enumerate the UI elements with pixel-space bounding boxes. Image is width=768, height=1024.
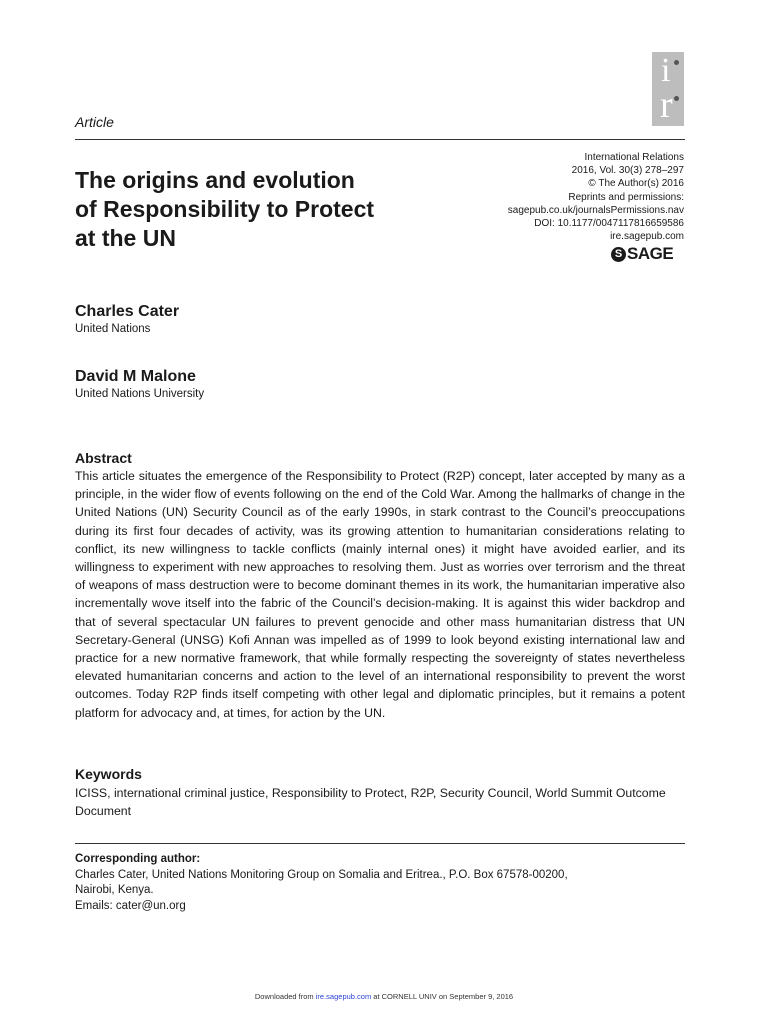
permissions-link[interactable]: sagepub.co.uk/journalsPermissions.nav xyxy=(507,204,684,216)
download-footer xyxy=(0,992,768,1001)
author-name: David M Malone xyxy=(75,368,196,385)
corresponding-author-block xyxy=(75,852,685,914)
abstract-heading: Abstract xyxy=(75,450,132,466)
journal-logo-letter-i: i xyxy=(661,52,671,89)
corresponding-author-email[interactable]: Emails: cater@un.org xyxy=(75,899,186,912)
reprints-label: Reprints and permissions: xyxy=(568,191,684,203)
footnote-divider xyxy=(75,843,685,844)
journal-site-link[interactable]: ire.sagepub.com xyxy=(610,231,684,243)
copyright-notice: © The Author(s) 2016 xyxy=(588,178,684,190)
doi[interactable]: DOI: 10.1177/0047117816659586 xyxy=(534,218,684,230)
journal-logo-dot xyxy=(674,60,679,65)
article-type-label: Article xyxy=(75,114,114,130)
journal-ir-logo xyxy=(652,52,684,126)
paper-title-line: at the UN xyxy=(75,225,176,251)
journal-logo-letter-r: r xyxy=(660,84,673,126)
journal-volume: 2016, Vol. 30(3) 278–297 xyxy=(571,165,684,177)
header-divider xyxy=(75,139,685,140)
sage-logo-text: SAGE xyxy=(627,244,674,263)
corresponding-author-heading: Corresponding author: xyxy=(75,853,201,865)
paper-title-line: of Responsibility to Protect xyxy=(75,196,375,222)
journal-name: International Relations xyxy=(584,152,684,163)
paper-title-line: The origins and evolution xyxy=(75,167,355,193)
keywords-list: ICISS, international criminal justice, Responsibility to Protect, R2P, Security Council, World Summit Outcome Document xyxy=(75,786,666,818)
journal-metadata xyxy=(424,151,684,243)
abstract-body: This article situates the emergence of the Responsibility to Protect (R2P) concept, later accepted by many as a principle, in the wider flow of events following on the end of the Cold War. Among the hallmarks of change in the United Nations (UN) Security Council as of the early 1990s, in stark contrast to the Council’s preoccupations during its first four decades of activity, was its growing attention to humanitarian considerations relating to conflict, its new willingness to tackle conflicts (mainly internal ones) it might have avoided earlier, and its willingness to experiment with new approaches to resolving them. Just as worries over terrorism and the threat of weapons of mass destruction were to become dominant themes in its work, the humanitarian imperative also incrementally wove itself into the fabric of the Council’s decision-making. It is against this wider backdrop and that of several spectacular UN failures to prevent genocide and other mass humanitarian distress that UN Secretary-General (UNSG) Kofi Annan was impelled as of 1999 to look beyond existing international law and practice for a new normative framework, that while formally respecting the sovereignty of states nevertheless elevated humanitarian concerns and action to the level of an international responsibility to prevent the worst outcomes. Today R2P finds itself competing with other legal and diplomatic principles, but it remains a potent platform for advocacy and, at times, for action by the UN. xyxy=(75,469,685,720)
footer-prefix: Downloaded from xyxy=(254,992,316,1001)
author-name: Charles Cater xyxy=(75,303,180,320)
author-affiliation: United Nations xyxy=(75,323,151,335)
keywords-heading: Keywords xyxy=(75,766,142,782)
footer-site-link[interactable]: ire.sagepub.com xyxy=(315,992,372,1001)
paper-title xyxy=(75,166,465,253)
corresponding-author-address: Charles Cater, United Nations Monitoring Group on Somalia and Eritrea., P.O. Box 67578-00200, xyxy=(75,868,568,881)
footer-suffix: at CORNELL UNIV on September 9, 2016 xyxy=(371,992,514,1001)
corresponding-author-city: Nairobi, Kenya. xyxy=(75,884,154,896)
author-affiliation: United Nations University xyxy=(75,388,205,400)
sage-logo xyxy=(611,244,673,264)
sage-s-icon: S xyxy=(611,247,626,262)
journal-logo-dot xyxy=(674,96,679,101)
